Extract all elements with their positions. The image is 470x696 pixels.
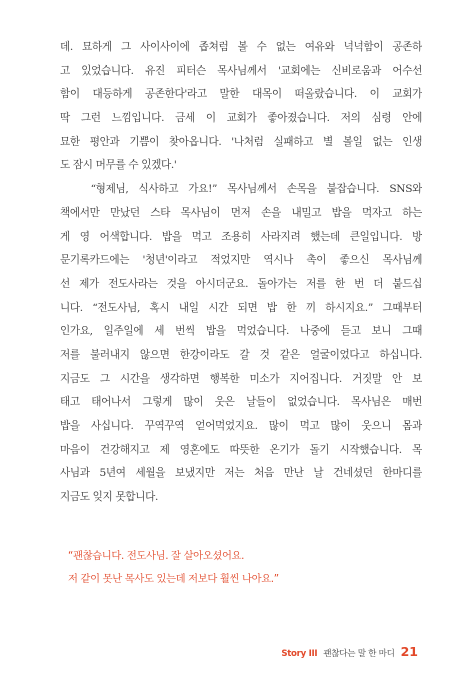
body-text (60, 36, 422, 510)
body-line: “형제님, 식사하고 가요!” 목사님께서 손목을 붙잡습니다. SNS와 (60, 183, 422, 196)
quote-line: 저 같이 못난 목사도 있는데 저보다 훨씬 나아요.” (68, 573, 279, 585)
body-line: 도 잠시 머무를 수 있겠다.' (60, 159, 177, 172)
page-footer (281, 644, 418, 660)
story-label: Story III (281, 649, 318, 659)
body-line: 딱 그런 느낌입니다. 금세 이 교회가 좋아졌습니다. 저의 심령 안에 (60, 112, 422, 125)
body-line: 책에서만 만났던 스타 목사님이 먼저 손을 내밀고 밥을 먹자고 하는 (60, 206, 422, 219)
body-line: 니다. “전도사님, 혹시 내일 시간 되면 밥 한 끼 하시지요.” 그때부터 (60, 301, 422, 314)
quote-line: “괜찮습니다. 전도사님. 잘 살아오셨어요. (68, 550, 245, 562)
body-line: 지금도 그 시간을 생각하면 행복한 미소가 지어집니다. 거짓말 안 보 (60, 372, 422, 385)
body-line: 인가요, 일주일에 세 번씩 밥을 먹었습니다. 나중에 듣고 보니 그때 (60, 325, 422, 338)
body-line: 지금도 잊지 못합니다. (60, 491, 159, 504)
body-line: 밥을 사십니다. 꾸역꾸역 얻어먹었지요. 많이 먹고 많이 웃으니 몸과 (60, 420, 422, 432)
body-line: 마음이 건강해지고 제 영혼에도 따뜻한 온기가 돌기 시작했습니다. 목 (60, 443, 422, 456)
body-line: 사님과 5년여 세월을 보냈지만 저는 처음 만난 날 건네셨던 한마디를 (60, 467, 422, 480)
chapter-title: 괜찮다는 말 한 마디 (323, 649, 395, 659)
body-line: 저를 불러내지 않으면 한강이라도 갈 것 같은 얼굴이었다고 하십니다. (60, 348, 422, 361)
body-line: 태고 태어나서 그렇게 많이 웃은 날들이 없었습니다. 목사님은 매번 (60, 396, 422, 409)
body-line: 문기록카드에는 '청년'이라고 적었지만 역시나 촉이 좋으신 목사님께 (60, 254, 422, 267)
body-line: 선 제가 전도사라는 것을 아시더군요. 돌아가는 저를 한 번 더 붙드십 (60, 277, 422, 290)
body-line: 고 있었습니다. 유진 피터슨 목사님께서 '교회에는 신비로움과 어수선 (60, 64, 422, 77)
body-line: 묘한 평안과 기쁨이 찾아옵니다. '나처럼 실패하고 별 볼일 없는 인생 (60, 135, 422, 148)
body-line: 데. 묘하게 그 사이사이에 좁쳐럼 볼 수 없는 여유와 넉넉함이 공존하 (60, 41, 422, 53)
body-line: 함이 대등하게 공존한다'라고 말한 대목이 떠올랐습니다. 이 교회가 (60, 88, 422, 101)
body-line: 게 영 어색합니다. 밥을 먹고 조용히 사라지려 했는데 큰일입니다. 방 (60, 230, 422, 243)
page-number: 21 (400, 644, 418, 659)
pull-quote (68, 545, 408, 591)
